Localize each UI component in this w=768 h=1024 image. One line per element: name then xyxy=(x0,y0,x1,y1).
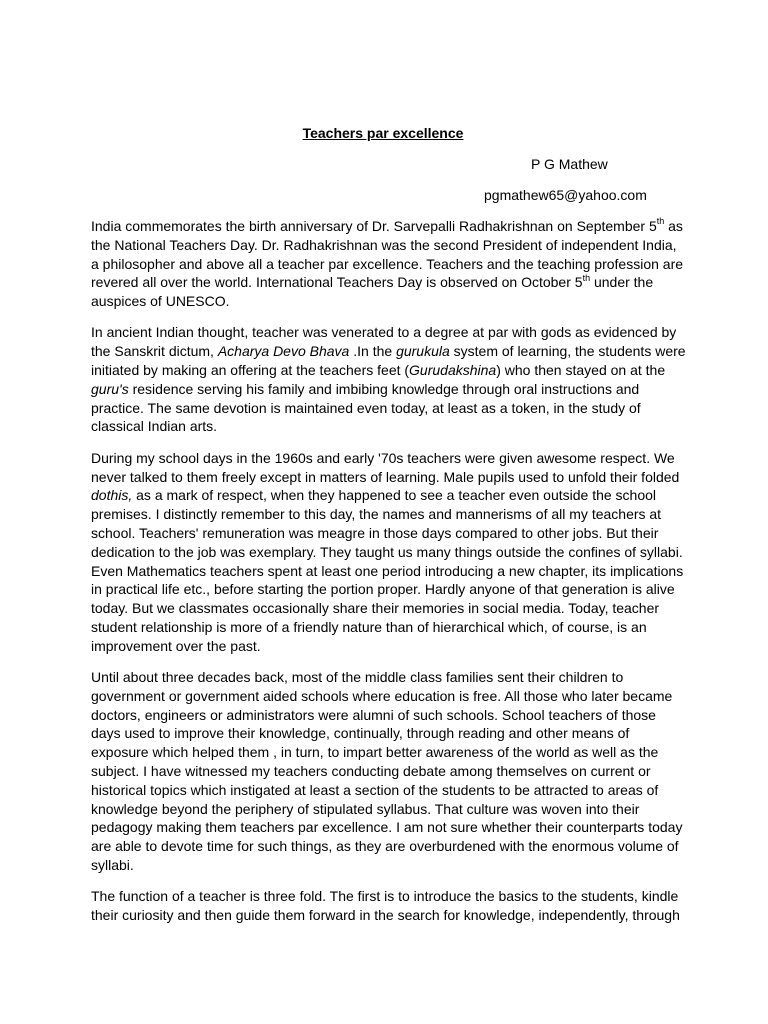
text-line: in practical life etc., before starting the portion proper. Hardly anyone of that generation is alive xyxy=(91,581,675,598)
text-line: dedication to the job was exemplary. They taught us many things outside the confines of syllabi. xyxy=(91,543,683,560)
text-line: government or government aided schools where education is free. All those who later became xyxy=(91,687,673,704)
text-line: doctors, engineers or administrators were alumni of such schools. School teachers of those xyxy=(91,706,656,723)
text-line: never talked to them freely except in matters of learning. Male pupils used to unfold their folded xyxy=(91,468,680,485)
text-line: practice. The same devotion is maintained even today, at least as a token, in the study of xyxy=(91,399,641,416)
text-line: historical topics which instigated at least a section of the students to be attracted to areas of xyxy=(91,781,659,798)
text-line: Until about three decades back, most of the middle class families sent their children to xyxy=(91,669,624,686)
text-line: their curiosity and then guide them forward in the search for knowledge, independently, through xyxy=(91,907,680,924)
text-line: auspices of UNESCO. xyxy=(91,293,230,310)
text-line: are able to devote time for such things, as they are overburdened with the enormous volume of xyxy=(91,838,679,855)
text-line: improvement over the past. xyxy=(91,637,261,654)
text-line: pedagogy making them teachers par excellence. I am not sure whether their counterparts today xyxy=(91,819,683,836)
text-line: syllabi. xyxy=(91,857,134,873)
text-line: guru's residence serving his family and imbibing knowledge through oral instructions and xyxy=(91,380,640,397)
text-line: school. Teachers' remuneration was meagre in those days compared to other jobs. But their xyxy=(91,524,659,541)
text-line: The function of a teacher is three fold. The first is to introduce the basics to the students, kindle xyxy=(91,888,679,905)
text-line: a philosopher and above all a teacher par excellence. Teachers and the teaching profession are xyxy=(91,255,684,272)
text-line: exposure which helped them , in turn, to impart better awareness of the world as well as the xyxy=(91,744,659,761)
document-title: Teachers par excellence xyxy=(302,125,464,141)
text-line: today. But we classmates occasionally share their memories in social media. Today, teacher xyxy=(91,600,660,617)
text-line: In ancient Indian thought, teacher was venerated to a degree at par with gods as evidenced by xyxy=(91,324,677,341)
paragraph-2 xyxy=(91,323,689,436)
paragraph-5 xyxy=(91,887,689,925)
article-body xyxy=(91,217,689,937)
text-line: revered all over the world. International Teachers Day is observed on October 5th under the xyxy=(91,272,654,291)
text-line: During my school days in the 1960s and early '70s teachers were given awesome respect. We xyxy=(91,449,675,466)
text-line: India commemorates the birth anniversary of Dr. Sarvepalli Radhakrishnan on September 5th as xyxy=(91,216,683,234)
text-line: classical Indian arts. xyxy=(91,418,218,435)
paragraph-1 xyxy=(91,217,689,311)
text-line: knowledge beyond the periphery of stipulated syllabus. That culture was woven into their xyxy=(91,800,640,817)
text-line: initiated by making an offering at the teachers feet (Gurudakshina) who then stayed on at the xyxy=(91,362,666,379)
author-email: pgmathew65@yahoo.com xyxy=(484,187,647,203)
text-line: premises. I distinctly remember to this day, the names and mannerisms of all my teachers at xyxy=(91,506,662,523)
text-line: student relationship is more of a friendly nature than of hierarchical which, of course, is an xyxy=(91,618,647,635)
text-line: Even Mathematics teachers spent at least one period introducing a new chapter, its implications xyxy=(91,562,684,579)
paragraph-4 xyxy=(91,668,689,875)
text-line: days used to improve their knowledge, continually, through reading and other means of xyxy=(91,725,630,742)
text-line: the Sanskrit dictum, Acharya Devo Bhava .In the gurukula system of learning, the students were xyxy=(91,343,686,360)
author-name: P G Mathew xyxy=(531,156,608,172)
paragraph-3 xyxy=(91,449,689,656)
text-line: subject. I have witnessed my teachers conducting debate among themselves on current or xyxy=(91,763,651,780)
text-line: the National Teachers Day. Dr. Radhakrishnan was the second President of independent India, xyxy=(91,236,677,253)
text-line: dothis, as a mark of respect, when they happened to see a teacher even outside the school xyxy=(91,487,657,504)
